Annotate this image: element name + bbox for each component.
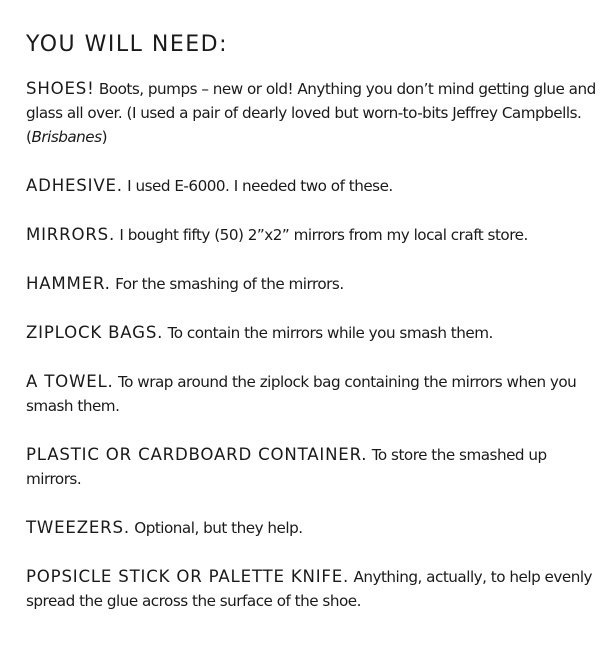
item-lead: A TOWEL. — [26, 372, 114, 391]
item-text: Boots, pumps – new or old! Anything you don’t mind getting glue and glass all over. (I used a pair of dearly loved but worn-to-bits Jeffrey Campbells. ( — [26, 80, 596, 146]
list-item-container — [26, 443, 596, 491]
item-lead: HAMMER. — [26, 274, 111, 293]
list-item-towel — [26, 370, 596, 418]
item-text: For the smashing of the mirrors. — [110, 275, 344, 293]
list-item-popsicle-stick — [26, 565, 596, 613]
list-item-tweezers — [26, 516, 596, 540]
list-item-ziplock-bags — [26, 321, 596, 345]
item-text: Optional, but they help. — [129, 519, 303, 537]
item-lead: POPSICLE STICK OR PALETTE KNIFE. — [26, 567, 350, 586]
list-item-shoes — [26, 77, 596, 149]
list-item-mirrors — [26, 223, 596, 247]
item-lead: ADHESIVE. — [26, 176, 123, 195]
item-text: To store the smashed up mirrors. — [26, 446, 547, 488]
list-item-adhesive — [26, 174, 596, 198]
item-text: I used E-6000. I needed two of these. — [122, 177, 393, 195]
item-lead: PLASTIC OR CARDBOARD CONTAINER. — [26, 445, 368, 464]
supply-list — [26, 30, 596, 638]
item-text: To contain the mirrors while you smash them. — [163, 324, 493, 342]
list-item-hammer — [26, 272, 596, 296]
item-lead: TWEEZERS. — [26, 518, 130, 537]
page-title: YOU WILL NEED: — [26, 32, 229, 57]
item-text-after: ) — [101, 128, 107, 146]
item-lead: ZIPLOCK BAGS. — [26, 323, 164, 342]
item-text: To wrap around the ziplock bag containing the mirrors when you smash them. — [26, 373, 577, 415]
item-lead: SHOES! — [26, 79, 95, 98]
item-lead: MIRRORS. — [26, 225, 116, 244]
item-text: Anything, actually, to help evenly spread the glue across the surface of the shoe. — [26, 568, 593, 610]
item-text: I bought fifty (50) 2”x2” mirrors from my local craft store. — [115, 226, 528, 244]
item-italic: Brisbanes — [31, 128, 102, 146]
